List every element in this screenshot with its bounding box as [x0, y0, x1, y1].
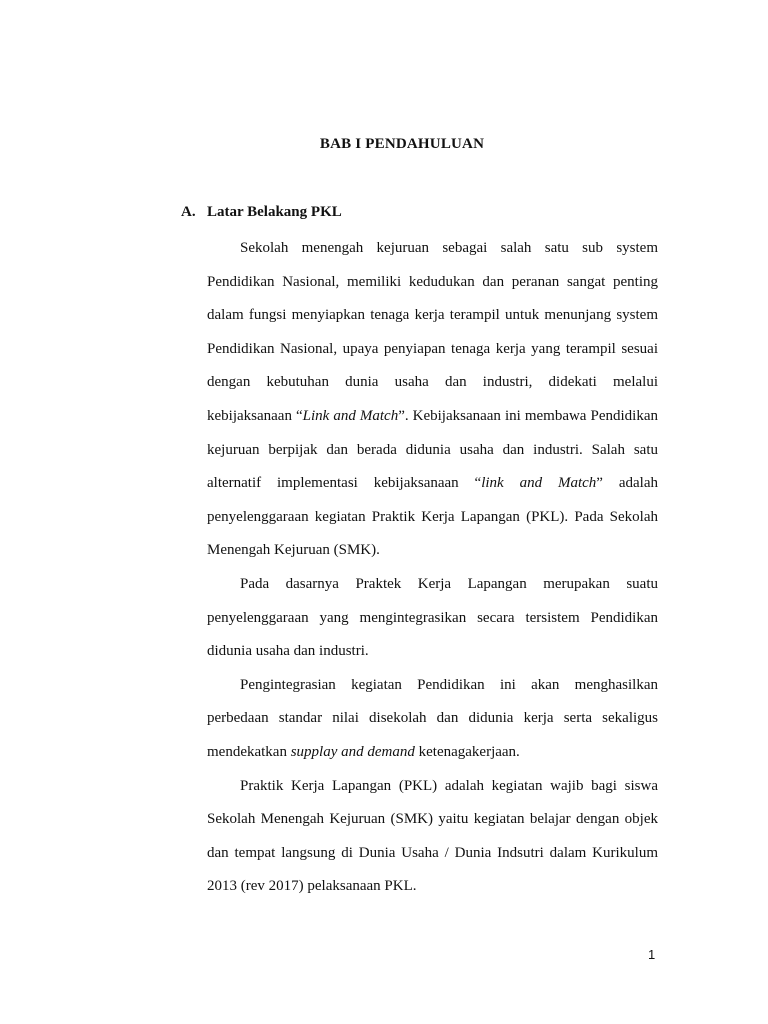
paragraph-3-text-b: ketenagakerjaan. — [414, 743, 520, 760]
paragraph-3-text-a: Pengintegrasian kegiatan Pendidikan ini akan menghasilkan perbedaan standar nilai disekolah dan didunia kerja serta sekaligus mendekatkan — [207, 676, 658, 760]
paragraph-3 — [207, 669, 658, 770]
paragraph-1 — [207, 232, 658, 568]
paragraph-4: Praktik Kerja Lapangan (PKL) adalah kegiatan wajib bagi siswa Sekolah Menengah Kejuruan (SMK) yaitu kegiatan belajar dengan objek dan tempat langsung di Dunia Usaha / Dunia Indsutri dalam Kurikulum 2013 (rev 2017) pelaksanaan PKL. — [207, 777, 658, 895]
paragraph-1-text-c: ” adalah penyelenggaraan kegiatan Praktik Kerja Lapangan (PKL). Pada Sekolah Menengah Kejuruan (SMK). — [207, 475, 658, 559]
chapter-title: BAB I PENDAHULUAN — [319, 136, 485, 152]
paragraph-1-emphasis-a: Link and Match — [302, 407, 399, 424]
body-text — [207, 232, 658, 904]
section-marker: A. — [181, 204, 196, 220]
section-heading — [181, 204, 342, 221]
paragraph-1-emphasis-b: link and Match — [481, 475, 597, 492]
section-title: Latar Belakang PKL — [207, 204, 342, 220]
paragraph-2: Pada dasarnya Praktek Kerja Lapangan merupakan suatu penyelenggaraan yang mengintegrasikan secara tersistem Pendidikan didunia usaha dan industri. — [207, 575, 658, 660]
paragraph-3-emphasis: supplay and demand — [290, 743, 415, 760]
page-number: 1 — [648, 947, 656, 962]
paragraph-1-text-b: ”. Kebijaksanaan ini membawa Pendidikan kejuruan berpijak dan berada didunia usaha dan industri. Salah satu alternatif implementasi kebijaksanaan “ — [207, 407, 658, 492]
paragraph-1-text-a: Sekolah menengah kejuruan sebagai salah satu sub system Pendidikan Nasional, memiliki kedudukan dan peranan sangat penting dalam fungsi menyiapkan tenaga kerja terampil untuk menunjang system Pendidikan Nasional, upaya penyiapan tenaga kerja yang terampil sesuai dengan kebutuhan dunia usaha dan industri, didekati melalui kebijaksanaan “ — [207, 240, 658, 424]
